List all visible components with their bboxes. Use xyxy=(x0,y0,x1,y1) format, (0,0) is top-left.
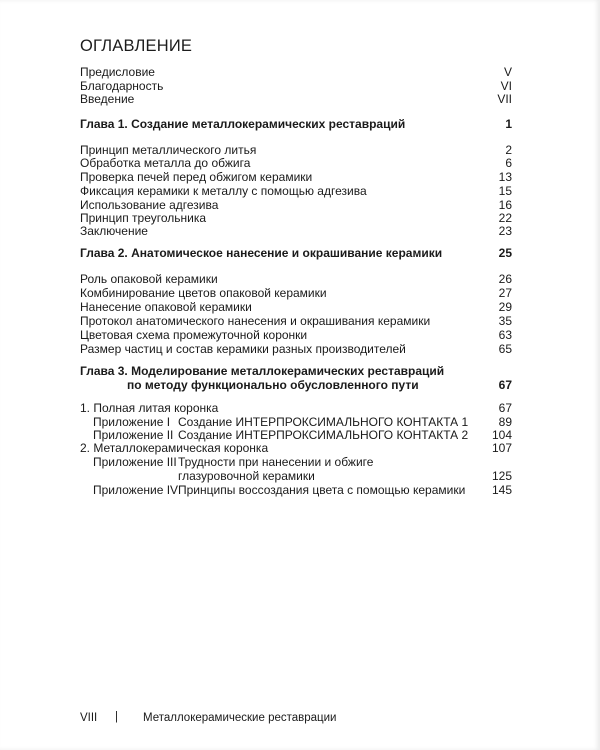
toc-entry[interactable] xyxy=(80,441,512,455)
toc-entry-title: 2. Металлокерамическая коронка xyxy=(80,441,269,455)
toc-entry-title: Введение xyxy=(80,92,135,106)
toc-entry-title: Благодарность xyxy=(80,79,164,93)
toc-entry-page: 27 xyxy=(498,286,512,300)
chapter-heading[interactable] xyxy=(80,246,512,260)
toc-entry-title: Обработка металла до обжига xyxy=(80,156,251,170)
toc-entry[interactable] xyxy=(80,300,512,314)
appendix-title: Принципы воссоздания цвета с помощью керамики xyxy=(178,483,466,497)
toc-entry[interactable] xyxy=(80,65,512,79)
appendix-label: Приложение III xyxy=(93,455,177,469)
footer-separator: | xyxy=(115,711,118,723)
appendix-title: Создание ИНТЕРПРОКСИМАЛЬНОГО КОНТАКТА 1 xyxy=(178,415,469,429)
toc-entry-page: 29 xyxy=(498,300,512,314)
chapter-title: Глава 1. Создание металлокерамических реставраций xyxy=(80,117,406,131)
toc-entry-title: Цветовая схема промежуточной коронки xyxy=(80,328,308,342)
toc-entry-page: 23 xyxy=(498,224,512,238)
toc-entry-title: Принцип треугольника xyxy=(80,211,207,225)
appendix-label: Приложение II xyxy=(93,428,174,442)
toc-entry-title: Нанесение опаковой керамики xyxy=(80,300,252,314)
toc-entry-page: 67 xyxy=(498,401,512,415)
chapter-page: 1 xyxy=(505,117,512,131)
toc-entry-page: 125 xyxy=(491,469,512,483)
toc-entry-page: 6 xyxy=(505,156,512,170)
toc-entry[interactable] xyxy=(80,314,512,328)
appendix-label: Приложение I xyxy=(93,415,171,429)
chapter-page: 67 xyxy=(498,378,512,392)
toc-entry-page: V xyxy=(503,65,512,79)
toc-entry[interactable] xyxy=(80,198,512,212)
toc-entry-title: Предисловие xyxy=(80,65,155,79)
toc-entry-title: Заключение xyxy=(80,224,148,238)
appendix-entry[interactable] xyxy=(80,455,512,469)
toc-entry-title: Комбинирование цветов опаковой керамики xyxy=(80,286,327,300)
toc-entry-page: 65 xyxy=(498,342,512,356)
toc-entry-page: 35 xyxy=(498,314,512,328)
footer-page-number: VIII xyxy=(80,712,98,724)
toc-entry[interactable] xyxy=(80,272,512,286)
chapter-page: 25 xyxy=(498,246,512,260)
appendix-entry[interactable] xyxy=(80,428,512,442)
toc-entry-title: Протокол анатомического нанесения и окрашивания керамики xyxy=(80,314,431,328)
toc-entry-page: 145 xyxy=(491,483,512,497)
toc-entry-title: Принцип металлического литья xyxy=(80,143,257,157)
footer-running-title: Металлокерамические реставрации xyxy=(143,712,337,724)
chapter-heading[interactable] xyxy=(80,117,512,131)
appendix-title: Создание ИНТЕРПРОКСИМАЛЬНОГО КОНТАКТА 2 xyxy=(178,428,469,442)
appendix-entry[interactable] xyxy=(80,483,512,497)
toc-entry[interactable] xyxy=(80,342,512,356)
appendix-title-continued: глазуровочной керамики xyxy=(178,469,315,483)
toc-entry-title: Фиксация керамики к металлу с помощью адгезива xyxy=(80,184,367,198)
chapter-title: Глава 2. Анатомическое нанесение и окрашивание керамики xyxy=(80,246,443,260)
toc-entry-page: 63 xyxy=(498,328,512,342)
chapter-heading-line2[interactable] xyxy=(80,378,512,392)
toc-entry[interactable] xyxy=(80,224,512,238)
toc-entry[interactable] xyxy=(80,170,512,184)
appendix-entry-continued[interactable] xyxy=(80,469,512,483)
toc-entry[interactable] xyxy=(80,211,512,225)
toc-entry[interactable] xyxy=(80,184,512,198)
appendix-entry[interactable] xyxy=(80,415,512,429)
toc-entry-page: 107 xyxy=(491,441,512,455)
chapter-heading-line1[interactable] xyxy=(80,364,512,378)
toc-entry[interactable] xyxy=(80,143,512,157)
toc-entry-title: Использование адгезива xyxy=(80,198,219,212)
toc-entry-title: Проверка печей перед обжигом керамики xyxy=(80,170,313,184)
toc-entry-page: 13 xyxy=(498,170,512,184)
toc-entry-page: 2 xyxy=(505,143,512,157)
toc-entry-page: 26 xyxy=(498,272,512,286)
toc-entry-page: 15 xyxy=(498,184,512,198)
toc-entry[interactable] xyxy=(80,328,512,342)
toc-entry-page: VI xyxy=(500,79,512,93)
toc-entry-page: 104 xyxy=(491,428,512,442)
appendix-title: Трудности при нанесении и обжиге xyxy=(178,455,374,469)
toc-entry[interactable] xyxy=(80,286,512,300)
toc-entry-page: VII xyxy=(497,92,512,106)
toc-entry-title: Размер частиц и состав керамики разных производителей xyxy=(80,342,406,356)
toc-entry-page: 22 xyxy=(498,211,512,225)
page-title: ОГЛАВЛЕНИЕ xyxy=(80,37,193,55)
appendix-label: Приложение IV xyxy=(93,483,179,497)
toc-entry-title: 1. Полная литая коронка xyxy=(80,401,219,415)
toc-entry[interactable] xyxy=(80,401,512,415)
chapter-title-continued: по методу функционально обусловленного пути xyxy=(127,378,419,392)
toc-entry[interactable] xyxy=(80,79,512,93)
toc-entry-page: 89 xyxy=(498,415,512,429)
toc-entry[interactable] xyxy=(80,156,512,170)
toc-entry-page: 16 xyxy=(498,198,512,212)
toc-entry[interactable] xyxy=(80,92,512,106)
chapter-title: Глава 3. Моделирование металлокерамических реставраций xyxy=(80,364,445,378)
toc-entry-title: Роль опаковой керамики xyxy=(80,272,218,286)
